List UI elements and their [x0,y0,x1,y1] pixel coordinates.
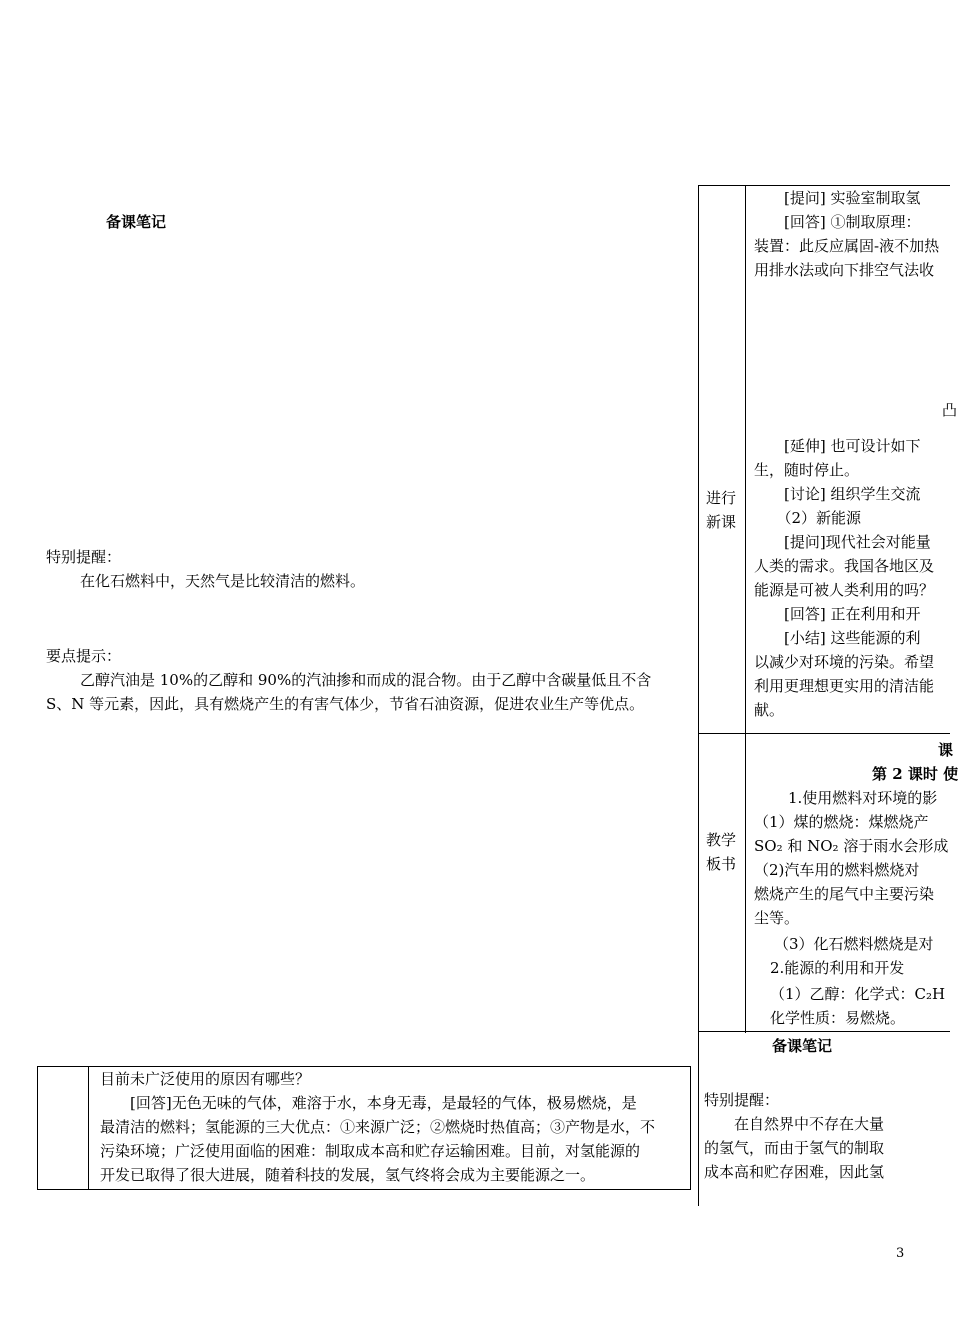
lesson-line: 以减少对环境的污染。希望 [754,653,935,671]
lesson-line: [提问] 实验室制取氢 [754,189,921,207]
board-subtitle: 第 2 课时 使 [872,765,958,783]
board-line: 1.使用燃料对环境的影 [788,789,938,807]
column-rule [698,1032,699,1206]
table-line: 目前未广泛使用的原因有哪些？ [100,1070,311,1088]
lesson-line: （2）新能源 [754,509,862,527]
board-line: （3）化石燃料燃烧是对 [774,935,934,953]
lesson-line: 利用更理想更实用的清洁能 [754,677,935,695]
right-table-content [746,186,958,1032]
table-line: 污染环境；广泛使用面临的困难：制取成本高和贮存运输困难。目前，对氢能源的 [100,1142,641,1160]
lesson-line: 献。 [754,701,785,719]
notes-line: 成本高和贮存困难，因此氢 [704,1163,885,1181]
board-line: （1）乙醇：化学式：C₂H [770,985,946,1003]
table-border-left [698,185,699,1033]
table-divider [88,1067,89,1189]
special-tip-label: 特别提醒： [46,548,122,566]
notes-line: 的氢气，而由于氢气的制取 [704,1139,885,1157]
special-tip-text: 在化石燃料中，天然气是比较清洁的燃料。 [80,572,366,590]
page-number: 3 [896,1246,905,1261]
board-line: 2.能源的利用和开发 [770,959,905,977]
lesson-line: [回答] ①制取原理： [754,213,921,231]
key-points-label: 要点提示： [46,647,122,665]
bottom-table [37,1066,691,1190]
row-label-new-lesson: 进行新课 [705,489,736,531]
lesson-line: 人类的需求。我国各地区及 [754,557,935,575]
key-points-line-2: S、N 等元素，因此，具有燃烧产生的有害气体少，节省石油资源，促进农业生产等优点。 [46,695,645,713]
lesson-line: [讨论] 组织学生交流 [754,485,921,503]
notes-heading: 备课笔记 [106,213,167,231]
lesson-line: [延伸] 也可设计如下 [754,437,921,455]
board-line: （2)汽车用的燃料燃烧对 [754,861,920,879]
table-line: 最清洁的燃料；氢能源的三大优点：①来源广泛；②燃烧时热值高；③产物是水，不 [100,1118,656,1136]
lesson-line: 用排水法或向下排空气法收 [754,261,935,279]
key-points-line-1: 乙醇汽油是 10%的乙醇和 90%的汽油掺和而成的混合物。由于乙醇中含碳量低且不含 [80,671,652,689]
notes-line: 在自然界中不存在大量 [704,1115,885,1133]
board-line: 尘等。 [754,909,800,927]
bottom-right-notes [700,1037,950,1210]
board-line: （1）煤的燃烧：煤燃烧产 [754,813,929,831]
board-title: 课 [938,741,954,759]
lesson-line: 能源是可被人类利用的吗？ [754,581,935,599]
row-label-board: 教学板书 [705,831,736,873]
notes-heading: 备课笔记 [772,1037,833,1055]
special-tip-label: 特别提醒： [704,1091,780,1109]
board-line: 燃烧产生的尾气中主要污染 [754,885,935,903]
table-line: 开发已取得了很大进展，随着科技的发展，氢气终将会成为主要能源之一。 [100,1166,596,1184]
board-line: SO₂ 和 NO₂ 溶于雨水会形成 [754,837,949,855]
lesson-line: 生，随时停止。 [754,461,860,479]
lesson-line: [提问]现代社会对能量 [754,533,931,551]
lesson-line: [回答] 正在利用和开 [754,605,921,623]
board-line: 化学性质：易燃烧。 [770,1009,906,1027]
lesson-line: 装置：此反应属固-液不加热 [754,237,940,255]
table-line: [回答]无色无味的气体，难溶于水，本身无毒，是最轻的气体，极易燃烧，是 [100,1094,637,1112]
apparatus-marker: 凸 [942,401,958,419]
lesson-line: [小结] 这些能源的利 [754,629,921,647]
